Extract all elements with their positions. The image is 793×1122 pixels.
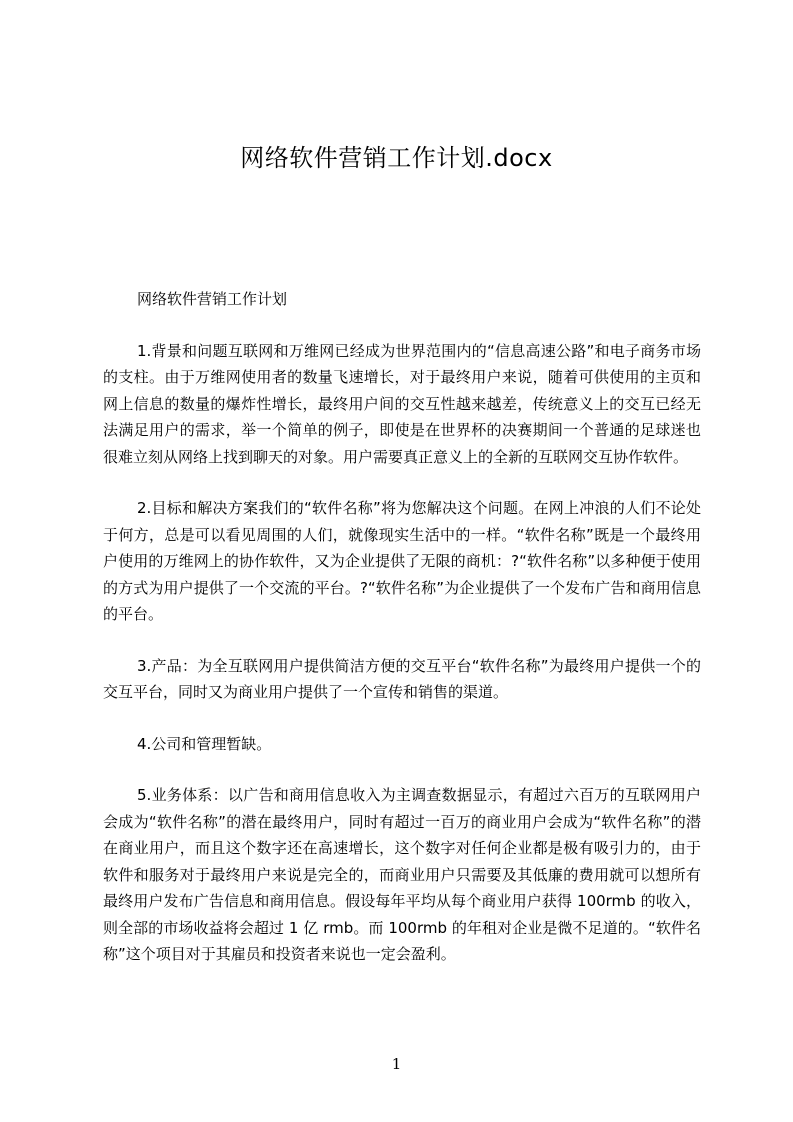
document-subtitle: 网络软件营销工作计划 — [137, 290, 288, 308]
document-body — [103, 286, 701, 993]
paragraph-background: 1.背景和问题互联网和万维网已经成为世界范围内的“信息高速公路”和电子商务市场的支柱。由于万维网使用者的数量飞速增长，对于最终用户来说，随着可供使用的主页和网上信息的数量的爆炸性增长，最终用户间的交互性越来越差，传统意义上的交互已经无法满足用户的需求，举一个简单的例子，即使是在世界杯的决赛期间一个普通的足球迷也很难立刻从网络上找到聊天的对象。用户需要真正意义上的全新的互联网交互协作软件。 — [103, 341, 701, 466]
paragraph-management: 4.公司和管理暂缺。 — [137, 734, 272, 753]
paragraph-goals: 2.目标和解决方案我们的“软件名称”将为您解决这个问题。在网上冲浪的人们不论处于何方，总是可以看见周围的人们，就像现实生活中的一样。“软件名称”既是一个最终用户使用的万维网上的协作软件，又为企业提供了无限的商机：?“软件名称”以多种便于使用的方式为用户提供了一个交流的平台。?“软件名称”为企业提供了一个发布广告和商用信息的平台。 — [103, 499, 701, 623]
paragraph-business: 5.业务体系：以广告和商用信息收入为主调查数据显示，有超过六百万的互联网用户会成为“软件名称”的潜在最终用户，同时有超过一百万的商业用户会成为“软件名称”的潜在商业用户，而且这个数字还在高速增长，这个数字对任何企业都是极有吸引力的，由于软件和服务对于最终用户来说是完全的，而商业用户只需要及其低廉的费用就可以想所有最终用户发布广告信息和商用信息。假设每年平均从每个商业用户获得 100rmb 的收入，则全部的市场收益将会超过 1 亿 rmb。而 100rmb 的年租对企业是微不足道的。“软件名称”这个项目对于其雇员和投资者来说也一定会盈利。 — [103, 786, 701, 963]
page-number: 1 — [391, 1055, 402, 1073]
document-title: 网络软件营销工作计划.docx — [240, 144, 553, 172]
paragraph-product: 3.产品：为全互联网用户提供简洁方便的交互平台“软件名称”为最终用户提供一个的交互平台，同时又为商业用户提供了一个宣传和销售的渠道。 — [103, 656, 701, 701]
